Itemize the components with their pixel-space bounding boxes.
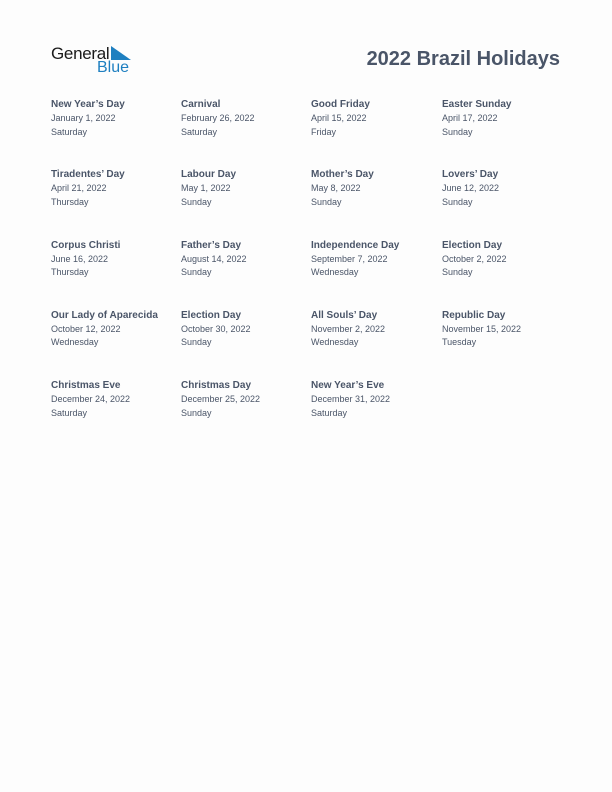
holiday-date: June 16, 2022 [51,253,109,264]
holiday-weekday: Sunday [181,267,212,278]
holiday-date: January 1, 2022 [51,113,116,123]
logo-triangle-icon [111,46,131,60]
holiday-name: All Souls’ Day [311,309,378,321]
holiday-entry [51,168,181,238]
holiday-date: October 12, 2022 [51,323,121,334]
holiday-weekday: Saturday [311,407,348,418]
holiday-weekday: Thursday [51,267,89,278]
holiday-weekday: Saturday [181,126,218,137]
holiday-weekday: Sunday [181,196,212,207]
holiday-name: New Year’s Eve [311,380,385,392]
holiday-weekday: Sunday [442,196,473,207]
holiday-date: November 2, 2022 [311,323,386,334]
holiday-date: December 31, 2022 [311,394,391,405]
holiday-entry [181,379,311,449]
holiday-name: Independence Day [311,239,400,251]
holiday-name: Mother’s Day [311,169,374,181]
holiday-entry [311,168,442,238]
holiday-name: Lovers’ Day [442,169,499,181]
holiday-entry [442,309,572,379]
holiday-name: Our Lady of Aparecida [51,309,158,321]
holiday-date: May 8, 2022 [311,183,361,194]
holiday-name: Christmas Day [181,380,252,392]
holiday-weekday: Sunday [311,196,342,207]
holiday-entry [51,379,181,449]
holiday-date: May 1, 2022 [181,183,231,194]
holiday-entry [51,239,181,309]
holiday-name: Republic Day [442,309,506,321]
holiday-entry [181,309,311,379]
holiday-entry [442,168,572,238]
holiday-name: New Year’s Day [51,99,125,110]
holiday-entry [442,239,572,309]
holiday-date: June 12, 2022 [442,183,500,194]
holiday-weekday: Saturday [51,126,88,137]
holiday-name: Father’s Day [181,239,242,251]
holiday-name: Good Friday [311,99,370,110]
holiday-entry [311,98,442,168]
holiday-name: Easter Sunday [442,99,512,110]
holiday-date: December 24, 2022 [51,394,131,405]
holiday-entry [181,98,311,168]
holiday-weekday: Sunday [442,126,473,137]
holiday-weekday: Sunday [181,407,212,418]
holiday-weekday: Sunday [442,267,473,278]
holiday-name: Carnival [181,99,221,110]
holiday-weekday: Tuesday [442,337,477,348]
holiday-weekday: Friday [311,126,337,137]
holiday-date: October 2, 2022 [442,253,507,264]
holiday-name: Labour Day [181,169,237,181]
holiday-name: Election Day [442,239,503,251]
holiday-date: December 25, 2022 [181,394,261,405]
holiday-date: November 15, 2022 [442,323,522,334]
holiday-date: October 30, 2022 [181,323,251,334]
holiday-entry [181,239,311,309]
holiday-entry [181,168,311,238]
holiday-entry [311,239,442,309]
holiday-date: February 26, 2022 [181,113,255,123]
page-title: 2022 Brazil Holidays [366,48,560,70]
holiday-entry [51,98,181,168]
holiday-date: April 15, 2022 [311,113,367,123]
logo-word-general: General [51,44,110,63]
holiday-entry [311,309,442,379]
holiday-entry [442,98,572,168]
holiday-name: Corpus Christi [51,239,121,251]
holiday-weekday: Sunday [181,337,212,348]
holiday-name: Christmas Eve [51,380,121,392]
logo-word-blue: Blue [97,59,130,76]
holiday-name: Tiradentes’ Day [51,169,125,181]
holiday-weekday: Wednesday [311,337,359,348]
holiday-grid [51,98,572,449]
holiday-weekday: Wednesday [51,337,99,348]
holiday-weekday: Saturday [51,407,88,418]
holiday-name: Election Day [181,309,242,321]
holiday-entry [51,309,181,379]
holiday-weekday: Thursday [51,196,89,207]
holiday-date: April 17, 2022 [442,113,498,123]
holiday-date: April 21, 2022 [51,183,107,194]
holiday-entry [311,379,442,449]
holiday-date: August 14, 2022 [181,253,247,264]
holiday-date: September 7, 2022 [311,253,388,264]
holiday-weekday: Wednesday [311,267,359,278]
generalblue-logo [51,44,141,78]
